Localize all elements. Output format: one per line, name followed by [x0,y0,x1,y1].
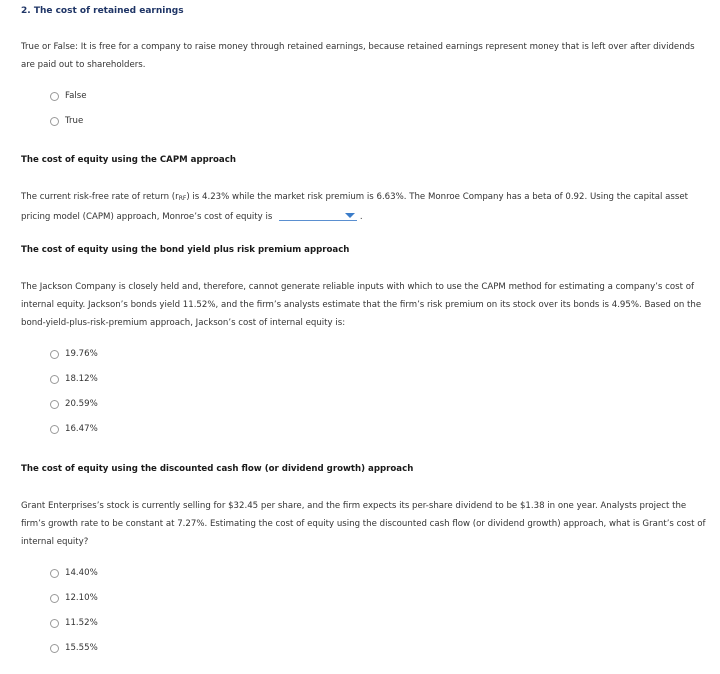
dcf-question-text: Grant Enterprises’s stock is currently selling for $32.45 per share, and the firm expects its per-share dividend to be $1.38 in one year. Analysts project the firm’s growth rate to be constant at 7.27%. Estimating the cost of equity using the discounted cash flow (or dividend growth) approach, what is Grant’s cost of internal equity? [21,501,706,547]
capm-question-text [21,188,711,226]
radio-button-icon[interactable] [50,425,59,434]
radio-button-icon[interactable] [50,644,59,653]
option-label: 12.10% [65,593,98,603]
option-label: False [65,91,87,101]
radio-button-icon[interactable] [50,594,59,603]
q1-option-true[interactable] [50,114,83,128]
option-label: 20.59% [65,399,98,409]
dcf-option-3[interactable] [50,616,98,630]
bond-option-4[interactable] [50,422,98,436]
dcf-option-4[interactable] [50,641,98,655]
radio-button-icon[interactable] [50,400,59,409]
option-label: 14.40% [65,568,98,578]
option-label: 19.76% [65,349,98,359]
option-label: 15.55% [65,643,98,653]
bond-option-2[interactable] [50,372,98,386]
capm-text-c: . [357,212,363,222]
radio-button-icon[interactable] [50,350,59,359]
radio-button-icon[interactable] [50,92,59,101]
section-title: 2. The cost of retained earnings [21,6,184,16]
bond-question-text: The Jackson Company is closely held and, therefore, cannot generate reliable inputs with which to use the CAPM method for estimating a company’s cost of internal equity. Jackson’s bonds yield 11.52%, and the firm’s analysts estimate that the firm’s risk premium on its stock over its bonds is 4.95%. Based on the bond-yield-plus-risk-premium approach, Jackson’s cost of internal equity is: [21,282,702,328]
radio-button-icon[interactable] [50,619,59,628]
dcf-heading: The cost of equity using the discounted cash flow (or dividend growth) approach [21,464,414,474]
bond-option-3[interactable] [50,397,98,411]
dcf-option-1[interactable] [50,566,98,580]
q1-question-text: True or False: It is free for a company to raise money through retained earnings, because retained earnings represent money that is left over after dividends are paid out to shareholders. [21,42,695,70]
q1-option-false[interactable] [50,89,87,103]
option-label: True [65,116,84,126]
option-label: 18.12% [65,374,98,384]
capm-subscript: RF [178,195,187,202]
dcf-option-2[interactable] [50,591,98,605]
capm-text-b: ) is 4.23% while the market risk premium is 6.63%. The Monroe Company has a beta of 0.92. Using the capital asset pricing model (CAPM) approach, Monroe’s cost of equity is [21,192,689,222]
bond-heading: The cost of equity using the bond yield plus risk premium approach [21,245,350,255]
radio-button-icon[interactable] [50,375,59,384]
option-label: 16.47% [65,424,98,434]
chevron-down-icon[interactable] [345,213,355,218]
radio-button-icon[interactable] [50,117,59,126]
radio-button-icon[interactable] [50,569,59,578]
capm-heading: The cost of equity using the CAPM approach [21,155,236,165]
capm-text-a: The current risk-free rate of return (r [21,192,179,202]
bond-option-1[interactable] [50,347,98,361]
cost-of-equity-dropdown[interactable] [279,210,357,221]
option-label: 11.52% [65,618,98,628]
